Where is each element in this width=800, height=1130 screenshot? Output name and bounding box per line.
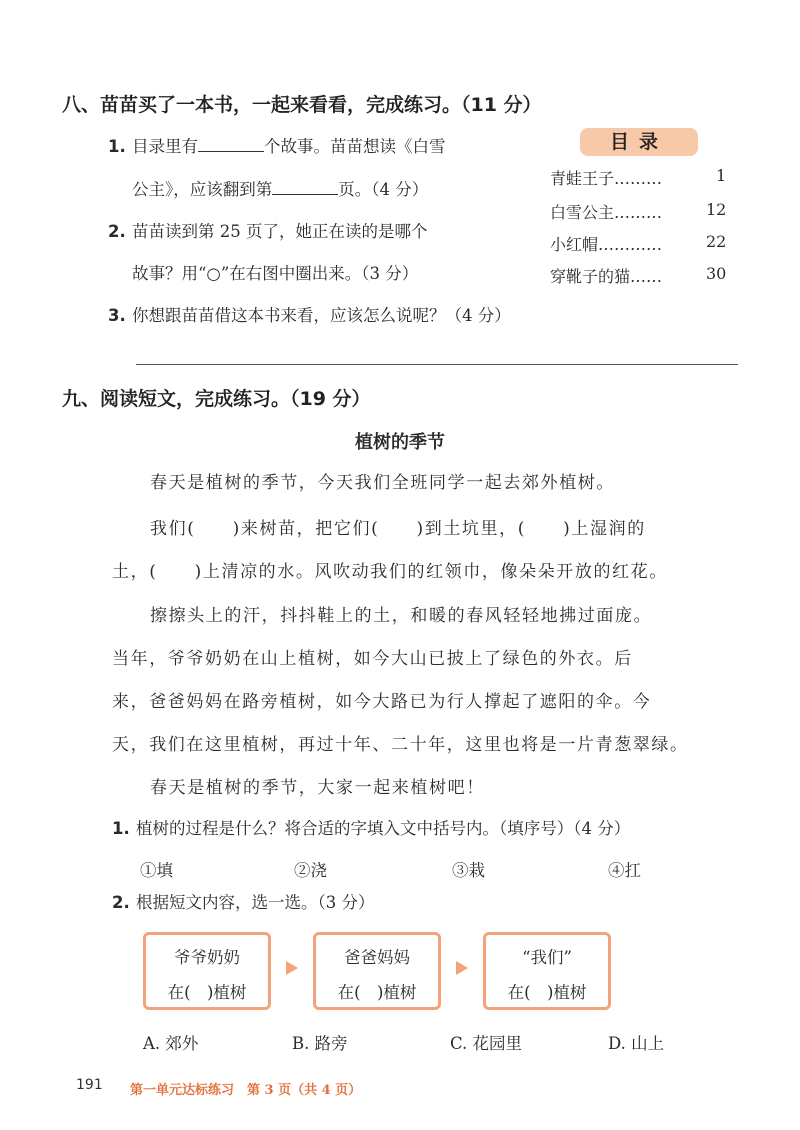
s9-q1-text: 植树的过程是什么？将合适的字填入文中括号内。（填序号）（4 分） — [136, 819, 631, 838]
toc-row[interactable] — [550, 200, 662, 223]
passage-paragraph-4: 春天是植树的季节，大家一起来植树吧！ — [150, 778, 485, 798]
s8-q3-answer-line[interactable] — [136, 364, 738, 365]
s9-q2-choice[interactable]: A. 郊外 — [143, 1034, 199, 1053]
s8-q2-number: 2. — [108, 222, 126, 241]
passage-paragraph-3-line-4: 天，我们在这里植树，再过十年、二十年，这里也将是一片青葱翠绿。 — [112, 735, 689, 755]
toc-item-page: 1 — [716, 166, 727, 185]
toc-item-dots: ……… — [614, 169, 663, 188]
toc-row[interactable] — [550, 264, 662, 287]
fill-box-blank-text: 在( )植树 — [337, 983, 417, 1002]
s9-q2-number: 2. — [112, 893, 130, 912]
toc-title: 目录 — [580, 128, 698, 156]
s9-q1-option[interactable]: ③栽 — [452, 861, 485, 880]
toc-row[interactable] — [550, 232, 662, 255]
section8-heading: 八、苗苗买了一本书，一起来看看，完成练习。（11 分） — [62, 94, 542, 116]
fill-box-us[interactable] — [483, 932, 611, 1010]
s8-q1-blank-count[interactable] — [198, 137, 264, 152]
s8-q1-text-d: 页。（4 分） — [338, 180, 429, 199]
s8-q2-line1 — [108, 218, 428, 242]
s8-q3-text: 你想跟苗苗借这本书来看，应该怎么说呢？（4 分） — [132, 306, 511, 325]
s9-q1-option[interactable]: ①填 — [140, 861, 173, 880]
fill-box-grandparents[interactable] — [143, 932, 271, 1010]
s9-q2-choice[interactable]: B. 路旁 — [292, 1034, 348, 1053]
s8-q1-line1 — [108, 133, 446, 157]
s9-q2-text: 根据短文内容，选一选。（3 分） — [136, 893, 375, 912]
s9-q1-option[interactable]: ④扛 — [608, 861, 641, 880]
s8-q3-number: 3. — [108, 306, 126, 325]
passage-paragraph-2-line-2: 土，( )上清凉的水。风吹动我们的红领巾，像朵朵开放的红花。 — [112, 562, 668, 582]
s8-q3 — [108, 302, 511, 326]
s8-q1-number: 1. — [108, 137, 126, 156]
arrow-right-icon — [286, 961, 298, 975]
s8-q1-text-c: 公主》，应该翻到第 — [132, 180, 273, 199]
section9-heading: 九、阅读短文，完成练习。（19 分） — [62, 388, 371, 410]
fill-box-blank-text: 在( )植树 — [507, 983, 587, 1002]
toc-item-dots: …… — [630, 267, 663, 286]
toc-item-page: 12 — [706, 200, 727, 219]
fill-box-label: “我们” — [522, 948, 572, 967]
toc-item-page: 22 — [706, 232, 727, 251]
s9-q2-choice[interactable]: C. 花园里 — [450, 1034, 523, 1053]
toc-row[interactable] — [550, 166, 662, 189]
passage-paragraph-3-line-1: 擦擦头上的汗，抖抖鞋上的土，和暖的春风轻轻地拂过面庞。 — [150, 606, 653, 626]
s9-q2 — [112, 889, 375, 913]
passage-paragraph-3-line-3: 来，爸爸妈妈在路旁植树，如今大路已为行人撑起了遮阳的伞。今 — [112, 692, 652, 712]
fill-box-blank-text: 在( )植树 — [167, 983, 247, 1002]
toc-item-name: 穿靴子的猫 — [550, 267, 631, 286]
s8-q1-blank-page[interactable] — [272, 180, 338, 195]
s9-q1-option[interactable]: ②浇 — [294, 861, 327, 880]
toc-item-dots: ………… — [598, 235, 663, 254]
arrow-right-icon — [456, 961, 468, 975]
passage-paragraph-3-line-2: 当年，爷爷奶奶在山上植树，如今大山已披上了绿色的外衣。后 — [112, 649, 633, 669]
toc-item-name: 青蛙王子 — [550, 169, 615, 188]
s9-q1-number: 1. — [112, 819, 130, 838]
passage-paragraph-1: 春天是植树的季节，今天我们全班同学一起去郊外植树。 — [150, 473, 615, 493]
s8-q1-text-a: 目录里有 — [132, 137, 198, 156]
passage-paragraph-2-line-1: 我们( )来树苗，把它们( )到土坑里，( )上湿润的 — [150, 519, 646, 539]
toc-item-name: 小红帽 — [550, 235, 599, 254]
s9-q1 — [112, 815, 630, 839]
fill-box-parents[interactable] — [313, 932, 441, 1010]
toc-item-name: 白雪公主 — [550, 203, 615, 222]
s8-q1-line2 — [132, 176, 428, 200]
s8-q2-text-a: 苗苗读到第 25 页了，她正在读的是哪个 — [132, 222, 428, 241]
toc-item-dots: ……… — [614, 203, 663, 222]
footer-label: 第一单元达标练习 第 3 页（共 4 页） — [130, 1083, 362, 1098]
passage-title: 植树的季节 — [355, 432, 445, 453]
fill-box-label: 爷爷奶奶 — [174, 948, 240, 967]
toc-item-page: 30 — [706, 264, 727, 283]
s8-q1-text-b: 个故事。苗苗想读《白雪 — [264, 137, 446, 156]
fill-box-label: 爸爸妈妈 — [344, 948, 410, 967]
s9-q2-choice[interactable]: D. 山上 — [608, 1034, 665, 1053]
s8-q2-line2: 故事？用“○”在右图中圈出来。（3 分） — [132, 264, 419, 283]
page-number: 191 — [76, 1077, 103, 1093]
